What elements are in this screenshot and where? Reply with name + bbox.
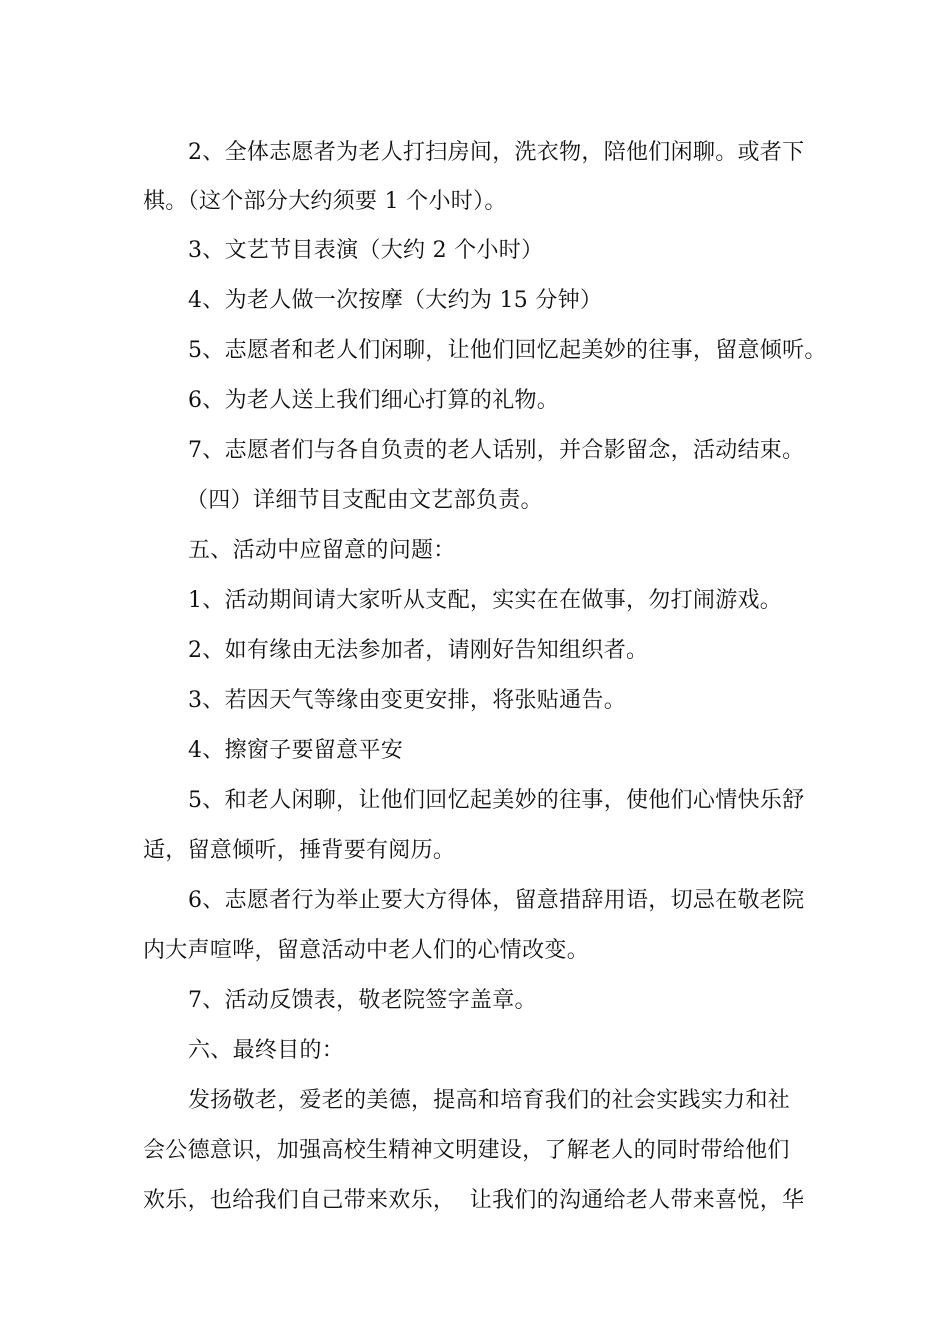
text-line: （四）详细节目支配由文艺部负责。 [186, 488, 543, 513]
text-line: 5、志愿者和老人们闲聊，让他们回忆起美妙的往事，留意倾听。 [188, 338, 827, 363]
text-line: 3、若因天气等缘由变更安排，将张贴通告。 [188, 688, 626, 713]
text-line: 6、志愿者行为举止要大方得体，留意措辞用语，切忌在敬老院 [188, 888, 805, 913]
text-line: 2、如有缘由无法参加者，请刚好告知组织者。 [188, 638, 649, 663]
text-line: 发扬敬老，爱老的美德，提高和培育我们的社会实践实力和社 [188, 1088, 791, 1113]
text-line: 欢乐，也给我们自己带来欢乐， 让我们的沟通给老人带来喜悦，华 [143, 1188, 805, 1213]
text-line: 7、志愿者们与各自负责的老人话别，并合影留念，活动结束。 [188, 438, 805, 463]
text-line: 1、活动期间请大家听从支配，实实在在做事，勿打闹游戏。 [188, 588, 783, 613]
text-line: 7、活动反馈表，敬老院签字盖章。 [188, 988, 537, 1013]
section-heading: 六、最终目的： [188, 1038, 345, 1063]
text-line: 4、为老人做一次按摩（大约为 15 分钟） [188, 288, 603, 313]
text-line: 6、为老人送上我们细心打算的礼物。 [188, 388, 560, 413]
text-line: 3、文艺节目表演（大约 2 个小时） [188, 238, 544, 263]
text-line: 2、全体志愿者为老人打扫房间，洗衣物，陪他们闲聊。或者下 [188, 140, 805, 165]
text-line: 棋。（这个部分大约须要 1 个小时）。 [143, 189, 507, 214]
text-line: 5、和老人闲聊，让他们回忆起美妙的往事，使他们心情快乐舒 [188, 788, 805, 813]
text-line: 适，留意倾听，捶背要有阅历。 [143, 838, 456, 863]
text-line: 内大声喧哗，留意活动中老人们的心情改变。 [143, 938, 590, 963]
text-line: 4、擦窗子要留意平安 [188, 738, 403, 763]
text-line: 会公德意识，加强高校生精神文明建设，了解老人的同时带给他们 [143, 1138, 790, 1163]
section-heading: 五、活动中应留意的问题： [188, 538, 456, 563]
